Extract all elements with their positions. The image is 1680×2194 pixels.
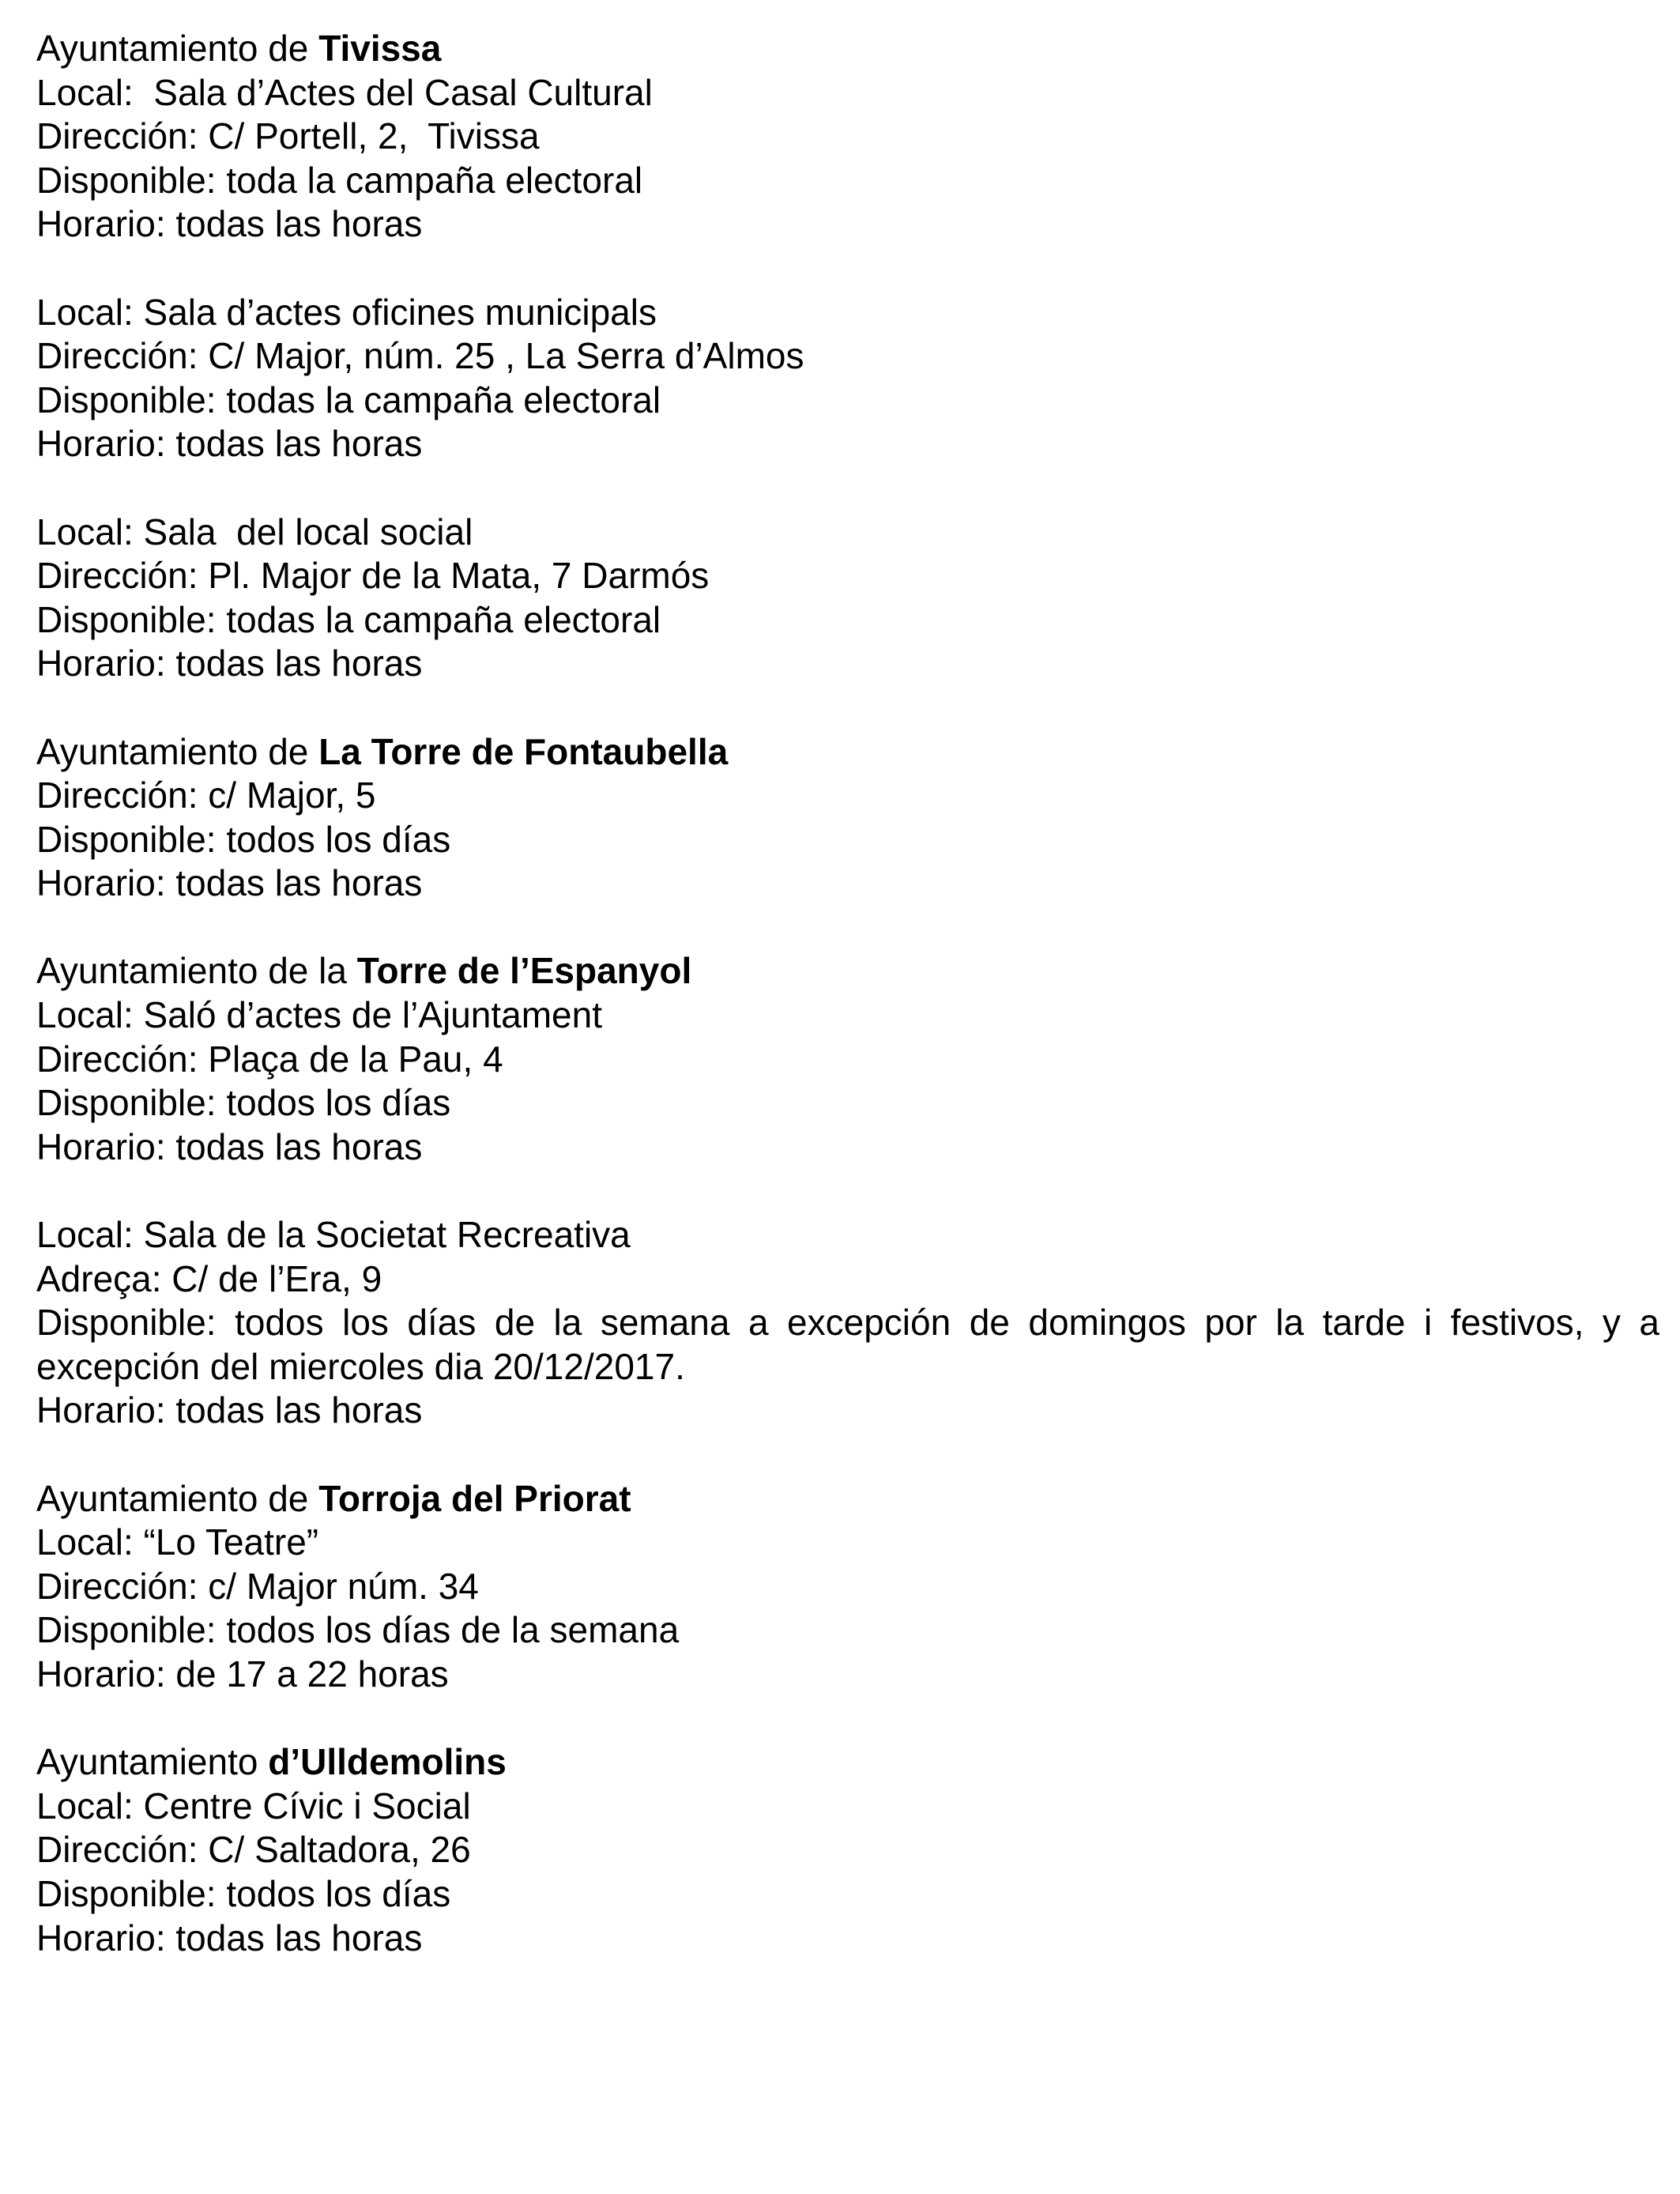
venue-direccion: Dirección: C/ Portell, 2, Tivissa — [36, 115, 540, 157]
heading-town: Tivissa — [318, 28, 442, 69]
heading-prefix: Ayuntamiento de — [36, 730, 319, 772]
venue-local: Local: Sala d’actes oficines municipals — [36, 291, 657, 333]
heading-prefix: Ayuntamiento — [36, 1741, 269, 1783]
venue-horario: Horario: de 17 a 22 horas — [36, 1653, 449, 1695]
spacer — [36, 1697, 1659, 1741]
venue-disponible: Disponible: todas la campaña electoral — [36, 379, 661, 420]
venue-horario: Horario: todas las horas — [36, 1389, 423, 1431]
venue-direccion: Dirección: c/ Major núm. 34 — [36, 1565, 479, 1607]
venue-disponible: Disponible: toda la campaña electoral — [36, 159, 643, 201]
section-heading-ulldemolins — [36, 1740, 1659, 1785]
venue-local: Local: Sala d’Actes del Casal Cultural — [36, 71, 653, 113]
venue-horario: Horario: todas las horas — [36, 423, 423, 465]
venue-horario: Horario: todas las horas — [36, 1125, 423, 1167]
venue-disponible-line2: excepción del miercoles dia 20/12/2017. — [36, 1345, 685, 1387]
venue-local: Local: Centre Cívic i Social — [36, 1785, 471, 1826]
venue-adreca: Adreça: C/ de l’Era, 9 — [36, 1257, 382, 1299]
venue-disponible-line1: Disponible: todos los días de la semana a excepción de domingos por la tarde i festivos, y a — [36, 1302, 1659, 1344]
venue-local: Local: Saló d’actes de l’Ajuntament — [36, 994, 602, 1036]
section-heading-fontaubella — [36, 730, 1659, 775]
venue-local: Local: Sala de la Societat Recreativa — [36, 1214, 631, 1256]
heading-prefix: Ayuntamiento de la — [36, 950, 357, 992]
heading-prefix: Ayuntamiento de — [36, 28, 319, 69]
venue-direccion: Dirección: Pl. Major de la Mata, 7 Darmós — [36, 555, 710, 597]
venue-horario: Horario: todas las horas — [36, 862, 423, 904]
venue-local: Local: “Lo Teatre” — [36, 1521, 319, 1563]
venue-direccion: Dirección: Plaça de la Pau, 4 — [36, 1038, 503, 1080]
section-heading-torroja — [36, 1477, 1659, 1521]
spacer — [36, 1433, 1659, 1477]
heading-town: Torroja del Priorat — [318, 1477, 631, 1519]
spacer — [36, 686, 1659, 730]
heading-town: Torre de l’Espanyol — [356, 950, 692, 992]
document-page — [36, 27, 1659, 1960]
venue-disponible: Disponible: todos los días — [36, 1872, 451, 1914]
spacer — [36, 247, 1659, 291]
heading-town: La Torre de Fontaubella — [318, 730, 729, 772]
section-heading-tivissa — [36, 27, 1659, 71]
venue-horario: Horario: todas las horas — [36, 203, 423, 245]
heading-town: d’Ulldemolins — [268, 1741, 507, 1783]
venue-horario: Horario: todas las horas — [36, 1917, 423, 1958]
venue-disponible: Disponible: todos los días — [36, 818, 451, 860]
heading-prefix: Ayuntamiento de — [36, 1477, 319, 1519]
venue-disponible: Disponible: todas la campaña electoral — [36, 598, 661, 640]
venue-disponible: Disponible: todos los días de la semana — [36, 1609, 680, 1651]
venue-direccion: Dirección: c/ Major, 5 — [36, 775, 376, 816]
spacer — [36, 466, 1659, 511]
section-heading-espanyol — [36, 949, 1659, 993]
venue-disponible: Disponible: todos los días — [36, 1082, 451, 1124]
spacer — [36, 1169, 1659, 1213]
venue-horario: Horario: todas las horas — [36, 643, 423, 684]
venue-direccion: Dirección: C/ Major, núm. 25 , La Serra d’Almos — [36, 335, 804, 377]
venue-local: Local: Sala del local social — [36, 511, 473, 552]
spacer — [36, 906, 1659, 950]
venue-direccion: Dirección: C/ Saltadora, 26 — [36, 1829, 471, 1871]
